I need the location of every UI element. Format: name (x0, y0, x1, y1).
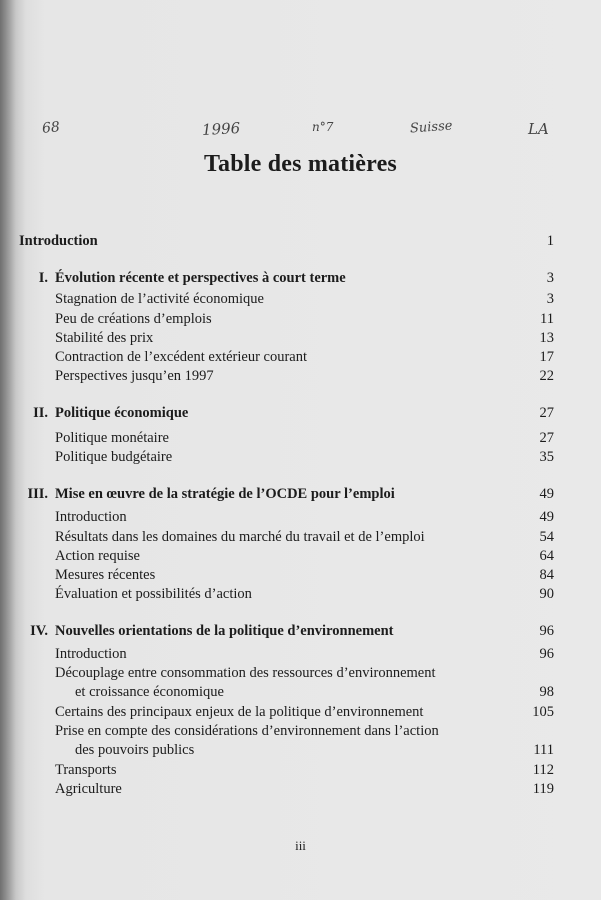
toc-item-page: 11 (540, 311, 554, 327)
chapter-2-title: Politique économique (55, 405, 189, 421)
toc-introduction-label: Introduction (19, 233, 98, 249)
toc-item-label: Stabilité des prix (55, 330, 154, 346)
toc-item-label: Introduction (55, 509, 127, 525)
toc-item-page: 35 (539, 449, 554, 465)
chapter-3-title: Mise en œuvre de la stratégie de l’OCDE pour l’emploi (55, 486, 395, 502)
toc-item-label: Politique monétaire (55, 430, 169, 446)
handwritten-note: n°7 (312, 120, 334, 134)
handwritten-note: 68 (41, 119, 61, 137)
toc-item-page: 84 (539, 567, 554, 583)
toc-item-label: Mesures récentes (55, 567, 156, 583)
toc-item-page: 96 (539, 646, 554, 662)
toc-item-page: 112 (532, 762, 554, 778)
toc-item-page: 27 (539, 430, 554, 446)
toc-item-page: 90 (539, 586, 554, 602)
page-title: Table des matières (204, 151, 397, 177)
chapter-3-roman: III. (27, 486, 48, 502)
toc-item-label: Peu de créations d’emplois (55, 311, 212, 327)
toc-item-label: Action requise (55, 548, 140, 564)
chapter-1-page: 3 (546, 270, 554, 286)
chapter-4-roman: IV. (30, 623, 48, 639)
toc-item-label: Évaluation et possibilités d’action (55, 586, 252, 602)
chapter-4-title: Nouvelles orientations de la politique d’environnement (55, 623, 394, 639)
toc-item-label: Stagnation de l’activité économique (55, 291, 264, 307)
toc-item-page: 17 (539, 349, 554, 365)
toc-item-page: 49 (539, 509, 554, 525)
toc-item-page: 54 (539, 529, 554, 545)
handwritten-note: Suisse (409, 118, 453, 137)
chapter-4-page: 96 (539, 623, 554, 639)
toc-item-page: 22 (539, 368, 554, 384)
toc-item-page: 3 (546, 291, 554, 307)
toc-item-label: Politique budgétaire (55, 449, 173, 465)
handwritten-note: 1996 (201, 119, 241, 139)
toc-item-label-continuation: et croissance économique (75, 684, 224, 700)
page-number: iii (295, 838, 306, 853)
toc-item-label: Perspectives jusqu’en 1997 (55, 368, 214, 384)
toc-item-label: Contraction de l’excédent extérieur courant (55, 349, 308, 365)
toc-item-label: Introduction (55, 646, 127, 662)
toc-item-label: Certains des principaux enjeux de la politique d’environnement (55, 704, 424, 720)
toc-item-label: Découplage entre consommation des ressources d’environnement (55, 665, 436, 681)
toc-item-page: 105 (532, 704, 554, 720)
toc-item-page: 13 (539, 330, 554, 346)
toc-introduction-page: 1 (546, 233, 554, 249)
toc-item-label-continuation: des pouvoirs publics (75, 742, 195, 758)
toc-item-page: 111 (533, 742, 554, 758)
chapter-2-roman: II. (33, 405, 48, 421)
toc-item-label: Transports (55, 762, 117, 778)
handwritten-note: LA (528, 120, 549, 138)
toc-item-page: 98 (539, 684, 554, 700)
toc-item-page: 64 (539, 548, 554, 564)
chapter-1-roman: I. (38, 270, 48, 286)
toc-item-label: Agriculture (55, 781, 122, 797)
toc-item-page: 119 (532, 781, 554, 797)
chapter-2-page: 27 (539, 405, 554, 421)
toc-item-label: Résultats dans les domaines du marché du travail et de l’emploi (55, 529, 425, 545)
toc-item-label: Prise en compte des considérations d’environnement dans l’action (55, 723, 439, 739)
chapter-3-page: 49 (539, 486, 554, 502)
chapter-1-title: Évolution récente et perspectives à court terme (55, 270, 346, 286)
